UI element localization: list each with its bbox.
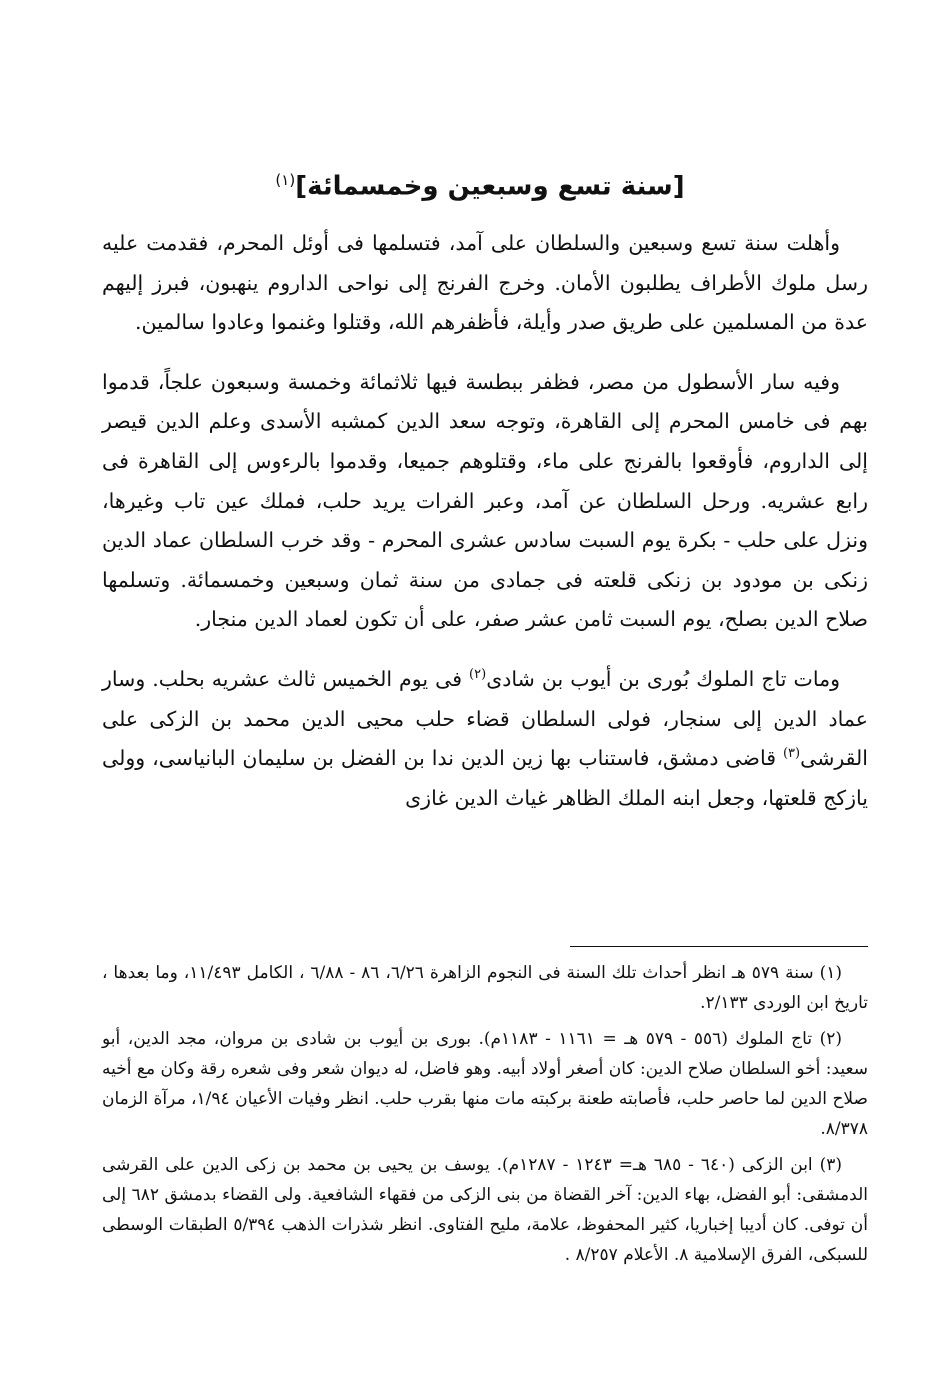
paragraph-text: وأهلت سنة تسع وسبعين والسلطان على آمد، فتسلمها فى أوئل المحرم، فقدمت عليه رسل ملوك الأطراف يطلبون الأمان. وخرج الفرنج إلى نواحى الداروم ينهبون، فبرز إليهم عدة من المسلمين على طريق صدر وأيلة، فأظفرهم الله، وقتلوا وغنموا وعادوا سالمين. <box>102 231 868 335</box>
paragraph <box>102 660 868 818</box>
section-heading <box>100 160 860 207</box>
section-heading-note-ref: (١) <box>275 171 296 189</box>
footnote-ref: (٣) <box>782 746 801 762</box>
footnote-text: ابن الزكى (٦٤٠ - ٦٨٥ هـ= ١٢٤٣ - ١٢٨٧م). يوسف بن يحيى بن محمد بن زكى الدين على القرشى الدمشقى: أبو الفضل، بهاء الدين: آخر القضاة من بنى الزكى من فقهاء الشافعية. ولى القضاء بدمشق ٦٨٢ إلى أن توفى. كان أديبا إخباريا، كثير المحفوظ، علامة، مليح الفتاوى. انظر شذرات الذهب ٥/٣٩٤ الطبقات الوسطى للسبكى، الفرق الإسلامية ٨. الأعلام ٨/٢٥٧ . <box>102 1155 868 1265</box>
paragraph <box>102 224 868 343</box>
paragraph-text: وفيه سار الأسطول من مصر، فظفر ببطسة فيها ثلاثمائة وخمسة وسبعون علجاً، قدموا بهم فى خامس المحرم إلى القاهرة، وتوجه سعد الدين كمشبه الأسدى وعلم الدين قيصر إلى الداروم، فأوقعوا بالفرنج على ماء، وقتلوهم جميعا، وقدموا بالرءوس إلى القاهرة فى رابع عشريه. ورحل السلطان عن آمد، وعبر الفرات يريد حلب، فملك عين تاب وغيرها، ونزل على حلب - بكرة يوم السبت سادس عشرى المحرم - وقد خرب السلطان عماد الدين زنكى بن مودود بن زنكى قلعته فى جمادى من سنة ثمان وسبعين وخمسمائة. وتسلمها صلاح الدين بصلح، يوم السبت ثامن عشر صفر، على أن تكون لعماد الدين منجار. <box>102 369 868 632</box>
paragraph <box>102 363 868 640</box>
footnote-number: (٢) <box>819 1029 843 1049</box>
footnote <box>102 1024 868 1144</box>
paragraph-text: ومات تاج الملوك بُورى بن أيوب بن شادى <box>486 666 840 691</box>
footnote <box>102 1150 868 1270</box>
footnote-number: (١) <box>819 963 842 983</box>
footnote <box>102 958 868 1018</box>
section-heading-title: [سنة تسع وسبعين وخمسمائة] <box>295 171 685 202</box>
footnote-number: (٣) <box>819 1155 843 1175</box>
main-text <box>102 224 868 838</box>
paragraph-text: فى يوم الخميس ثالث عشريه بحلب. وسار عماد الدين إلى سنجار، فولى السلطان قضاء حلب محيى الدين محمد بن الزكى على القرشى <box>102 666 868 771</box>
footnote-divider <box>570 946 868 947</box>
footnotes <box>102 958 868 1276</box>
footnote-text: تاج الملوك (٥٥٦ - ٥٧٩ هـ = ١١٦١ - ١١٨٣م). بورى بن أيوب بن شادى بن مروان، مجد الدين، أبو سعيد: أخو السلطان صلاح الدين: كان أصغر أولاد أبيه. وهو فاضل، له ديوان شعر وفى شعره رقة وكان مع أخيه صلاح الدين لما حاصر حلب، فأصابته طعنة بركبته مات منها بقرب حلب. انظر وفيات الأعيان ١/٩٤، مرآة الزمان ٨/٣٧٨. <box>102 1029 868 1139</box>
footnote-text: سنة ٥٧٩ هـ انظر أحداث تلك السنة فى النجوم الزاهرة ٦/٢٦، ٨٦ - ٦/٨٨ ، الكامل ١١/٤٩٣، وما بعدها ، تاريخ ابن الوردى ٢/١٣٣. <box>102 963 868 1013</box>
paragraph-text: قاضى دمشق، فاستناب بها زين الدين ندا بن الفضل بن سليمان البانياسى، وولى يازكج قلعتها، وجعل ابنه الملك الظاهر غياث الدين غازى <box>102 746 868 810</box>
footnote-ref: (٢) <box>469 667 487 683</box>
